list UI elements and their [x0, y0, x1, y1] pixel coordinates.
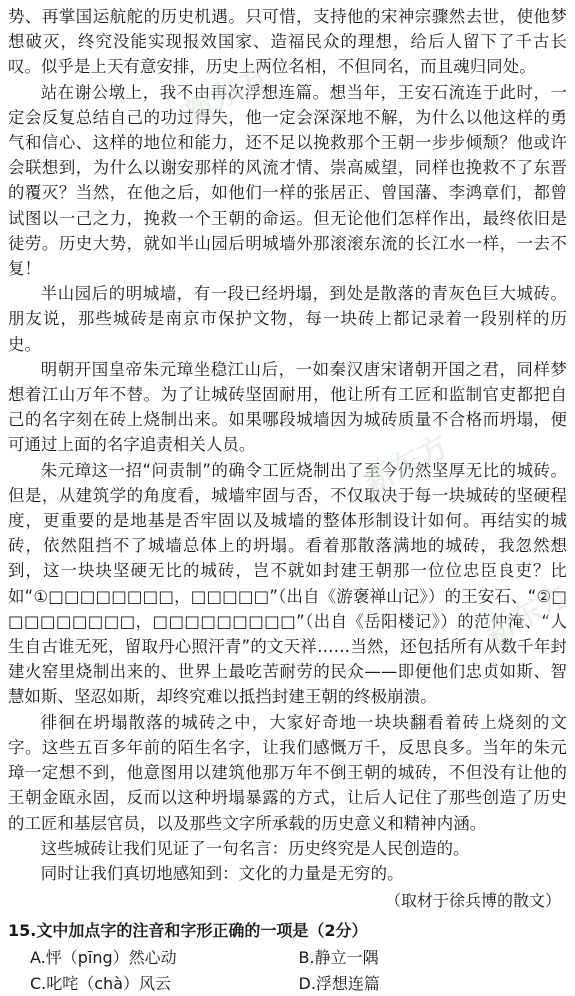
option-c[interactable]: C.叱咤（chà）风云 — [30, 974, 172, 994]
watermark-2: 新东方 — [358, 428, 455, 502]
paragraph-5: 朱元璋这一招“问责制”的确令工匠烧制出了至今仍然坚厚无比的城砖。但是，从建筑学的角度看，城墙牢固与否，不仅取决于每一块城砖的坚硬程度，更重要的是地基是否牢固以及城墙的整体形制设计如何。再结实的城砖，依然阻挡不了城墙总体上的坍塌。看着那散落满地的城砖，我忽然想到，这一块块坚硬无比的城砖，岂不就如封建王朝那一位位忠臣良吏？比如“①□□□□□□□□，□□□□□”（出自《游褒禅山记》）的王安石、“②□□□□□□□□□，□□□□□□□□□”（出自《岳阳楼记》）的范仲淹、“人生自古谁无死，留取丹心照汗青”的文天祥……当然，还包括所有从数千年封建火窑里烧制出来的、世界上最吃苦耐劳的民众——即便他们忠贞如斯、智慧如斯、坚忍如斯，却终究难以抵挡封建王朝的终极崩溃。 — [8, 460, 567, 707]
paragraph-7: 这些城砖让我们见证了一句名言：历史终究是人民创造的。 — [40, 838, 470, 858]
paragraph-2: 站在谢公墩上，我不由再次浮想连篇。想当年，王安石流连于此时，一定会反复总结自己的功过得失，他一定会深深地不解，为什么以他这样的勇气和信心、这样的地位和能力，还不足以挽救那个王朝一步步倾颓？他或许会联想到，为什么以谢安那样的风流才情、崇高威望，同样也挽救不了东晋的覆灭？当然，在他之后，如他们一样的张居正、曾国藩、李鸿章们，都曾试图以一己之力，挽救一个王朝的命运。但无论他们怎样作出，最终依旧是徒劳。历史大势，就如半山园后明城墙外那滚滚东流的长江水一样，一去不复！ — [8, 82, 567, 279]
option-b[interactable]: B.静立一隅 — [298, 948, 379, 968]
paragraph-6: 徘徊在坍塌散落的城砖之中，大家好奇地一块块翻看着砖上烧刻的文字。这些五百多年前的陌生名字，让我们感慨万千，反思良多。当年的朱元璋一定想不到，他意图用以建筑他那万年不倒王朝的城砖，不但没有让他的王朝金瓯永固，反而以这种坍塌暴露的方式，让后人记住了那些创造了历史的工匠和基层官员，以及那些文字所承载的历史意义和精神内涵。 — [8, 712, 567, 833]
option-a[interactable]: A.怦（pīng）然心动 — [30, 948, 177, 968]
paragraph-3: 半山园后的明城墙，有一段已经坍塌，到处是散落的青灰色巨大城砖。朋友说，那些城砖是南京市保护文物，每一块砖上都记录着一段别样的历史。 — [8, 284, 567, 354]
source-attribution: （取材于徐兵博的散文） — [384, 891, 561, 911]
watermark-1: 新东方 — [178, 58, 275, 132]
option-d[interactable]: D.浮想连篇 — [298, 974, 380, 994]
watermark-3: 新东方 — [478, 578, 575, 652]
question-15: 15.文中加点字的注音和字形正确的一项是（2分） — [8, 921, 368, 941]
paragraph-1: 势、再掌国运航舵的历史机遇。只可惜，支持他的宋神宗骤然去世，使他梦想破灭，终究没能实现报效国家、造福民众的理想，给后人留下了千古长叹。似乎是上天有意安排，历史上两位名相，不但同名，而且魂归同处。 — [8, 7, 567, 77]
paragraph-4: 明朝开国皇帝朱元璋坐稳江山后，一如秦汉唐宋诸朝开国之君，同样梦想着江山万年不替。为了让城砖坚固耐用，他让所有工匠和监制官吏都把自己的名字刻在砖上烧制出来。如果哪段城墙因为城砖质量不合格而坍塌，便可通过上面的名字追责相关人员。 — [8, 359, 567, 455]
paragraph-8: 同时让我们真切地感知到：文化的力量是无穷的。 — [40, 863, 404, 883]
answer-options — [8, 946, 567, 996]
